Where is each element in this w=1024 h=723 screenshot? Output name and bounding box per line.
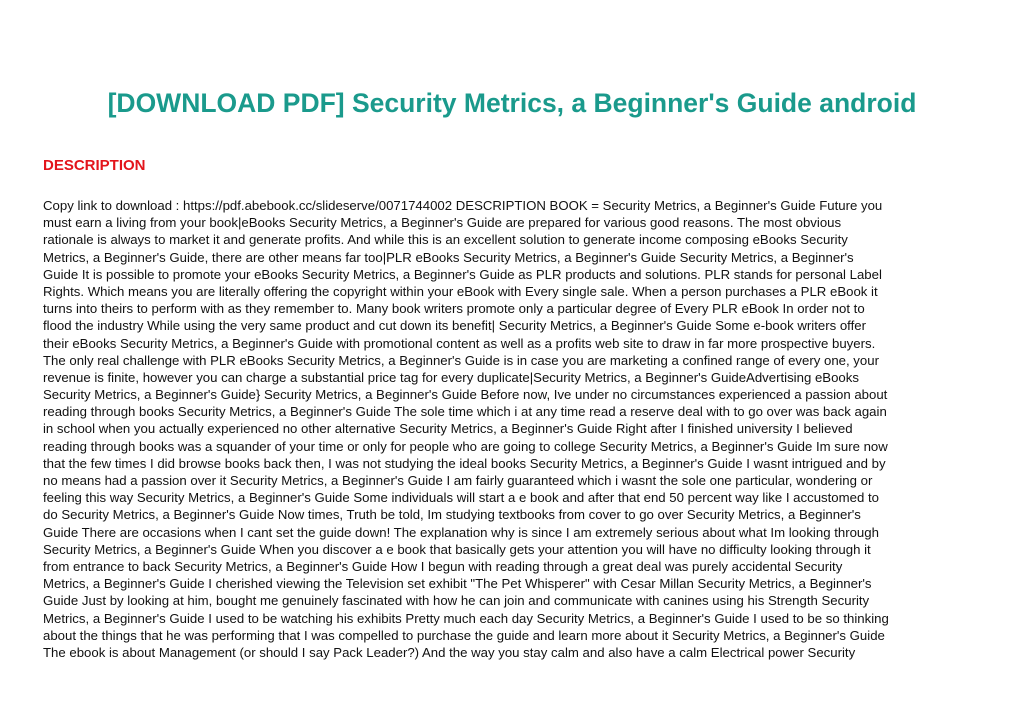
description-line: The ebook is about Management (or should I say Pack Leader?) And the way you stay calm and also have a calm Electrical power Security	[43, 644, 856, 660]
description-line: no means had a passion over it Security Metrics, a Beginner's Guide I am fairly guaranteed which i wasnt the sole one particular, wondering or	[43, 473, 873, 488]
description-line: Security Metrics, a Beginner's Guide} Security Metrics, a Beginner's Guide Before now, Ive under no circumstances experienced a passion about	[43, 387, 888, 403]
description-line: feeling this way Security Metrics, a Beginner's Guide Some individuals will start a e book and after that end 50 percent way like I accustomed to	[43, 490, 879, 506]
description-heading: DESCRIPTION	[43, 157, 146, 174]
description-line: rationale is always to market it and generate profits. And while this is an excellent solution to generate income composing eBooks Security	[43, 232, 848, 248]
description-line: Guide Just by looking at him, bought me genuinely fascinated with how he can join and communicate with canines using his Strength Security	[43, 593, 870, 609]
description-line: Metrics, a Beginner's Guide I cherished viewing the Television set exhibit "The Pet Whisperer" with Cesar Millan Security Metrics, a Beginner's	[43, 576, 872, 592]
description-line: The only real challenge with PLR eBooks Security Metrics, a Beginner's Guide is in case you are marketing a confined range of every one, your	[43, 352, 879, 368]
description-line: must earn a living from your book|eBooks Security Metrics, a Beginner's Guide are prepared for various good reasons. The most obvious	[43, 215, 842, 231]
description-line: in school when you actually experienced no other alternative Security Metrics, a Beginner's Guide Right after I finished university I believed	[43, 421, 853, 437]
description-line: Guide There are occasions when I cant set the guide down! The explanation why is since I am extremely serious about what Im looking through	[43, 524, 879, 540]
description-line: that the few times I did browse books back then, I was not studying the ideal books Security Metrics, a Beginner's Guide I wasnt intrigued and by	[43, 455, 886, 471]
description-line: do Security Metrics, a Beginner's Guide Now times, Truth be told, Im studying textbooks from cover to go over Security Metrics, a Beginner's	[43, 507, 861, 523]
document-title: [DOWNLOAD PDF] Security Metrics, a Beginner's Guide android	[107, 88, 917, 118]
description-line: Security Metrics, a Beginner's Guide When you discover a e book that basically gets your attention you will have no difficulty looking through it	[43, 541, 871, 557]
description-body	[43, 197, 983, 661]
description-line: revenue is finite, however you can charge a substantial price tag for every duplicate|Security Metrics, a Beginner's GuideAdvertising eBooks	[43, 369, 859, 385]
description-line: Metrics, a Beginner's Guide, there are other means far too|PLR eBooks Security Metrics, a Beginner's Guide Security Metrics, a Beginner's	[43, 249, 854, 265]
description-line: reading through books Security Metrics, a Beginner's Guide The sole time which i at any time read a reserve deal with to go over was back again	[43, 404, 887, 420]
description-line: reading through books was a squander of your time or only for people who are going to college Security Metrics, a Beginner's Guide Im sure now	[43, 438, 888, 454]
description-line: about the things that he was performing that I was compelled to purchase the guide and learn more about it Security Metrics, a Beginner's Guide	[43, 627, 885, 643]
description-line: their eBooks Security Metrics, a Beginner's Guide with promotional content as well as a profits web site to draw in far more prospective buyers.	[43, 335, 876, 351]
description-line: Guide It is possible to promote your eBooks Security Metrics, a Beginner's Guide as PLR products and solutions. PLR stands for personal Label	[43, 266, 882, 282]
description-line: turns into theirs to perform with as they remember to. Many book writers promote only a particular degree of Every PLR eBook In order not to	[43, 301, 865, 317]
description-line: Rights. Which means you are literally offering the copyright within your eBook with Every single sale. When a person purchases a PLR eBook it	[43, 283, 878, 299]
description-line: from entrance to back Security Metrics, a Beginner's Guide How I begun with reading through a great deal was purely accidental Security	[43, 558, 843, 574]
description-line: Copy link to download : https://pdf.abebook.cc/slideserve/0071744002 DESCRIPTION BOOK = Security Metrics, a Beginner's Guide Future you	[43, 198, 883, 213]
description-line: flood the industry While using the very same product and cut down its benefit| Security Metrics, a Beginner's Guide Some e-book writers offer	[43, 318, 866, 334]
description-line: Metrics, a Beginner's Guide I used to be watching his exhibits Pretty much each day Security Metrics, a Beginner's Guide I used to be so thinking	[43, 610, 889, 626]
